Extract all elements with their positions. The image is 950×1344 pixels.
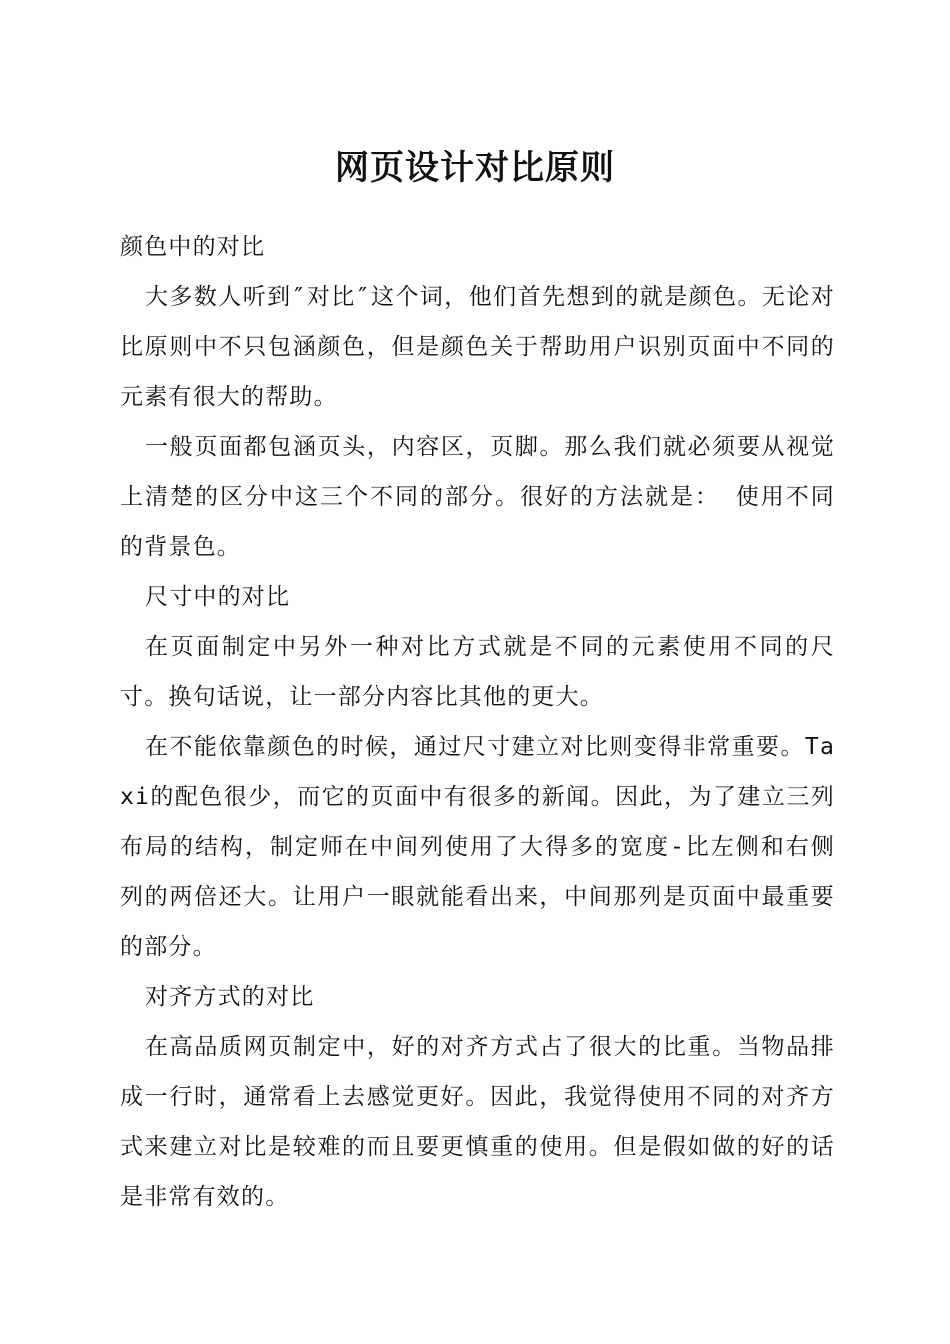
paragraph-size-intro: 在页面制定中另外一种对比方式就是不同的元素使用不同的尺寸。换句话说，让一部分内容比其他的更大。 (120, 634, 835, 710)
heading-size-contrast: 尺寸中的对比 (145, 584, 291, 610)
document-title: 网页设计对比原则 (335, 148, 615, 188)
paragraph-color-intro: 大多数人听到″对比″这个词，他们首先想到的就是颜色。无论对比原则中不只包涵颜色，但是颜色关于帮助用户识别页面中不同的元素有很大的帮助。 (120, 284, 835, 410)
heading-color-contrast: 颜色中的对比 (120, 234, 266, 260)
paragraph-taxi-example: 在不能依靠颜色的时候，通过尺寸建立对比则变得非常重要。Taxi的配色很少，而它的页面中有很多的新闻。因此，为了建立三列布局的结构，制定师在中间列使用了大得多的宽度-比左侧和右侧列的两倍还大。让用户一眼就能看出来，中间那列是页面中最重要的部分。 (120, 734, 835, 960)
paragraph-page-sections: 一般页面都包涵页头，内容区，页脚。那么我们就必须要从视觉上清楚的区分中这三个不同的部分。很好的方法就是： 使用不同的背景色。 (120, 434, 835, 560)
heading-alignment-contrast: 对齐方式的对比 (145, 984, 315, 1010)
paragraph-alignment: 在高品质网页制定中，好的对齐方式占了很大的比重。当物品排成一行时，通常看上去感觉更好。因此，我觉得使用不同的对齐方式来建立对比是较难的而且要更慎重的使用。但是假如做的好的话是非常有效的。 (120, 1034, 835, 1210)
document-body (120, 222, 835, 1222)
